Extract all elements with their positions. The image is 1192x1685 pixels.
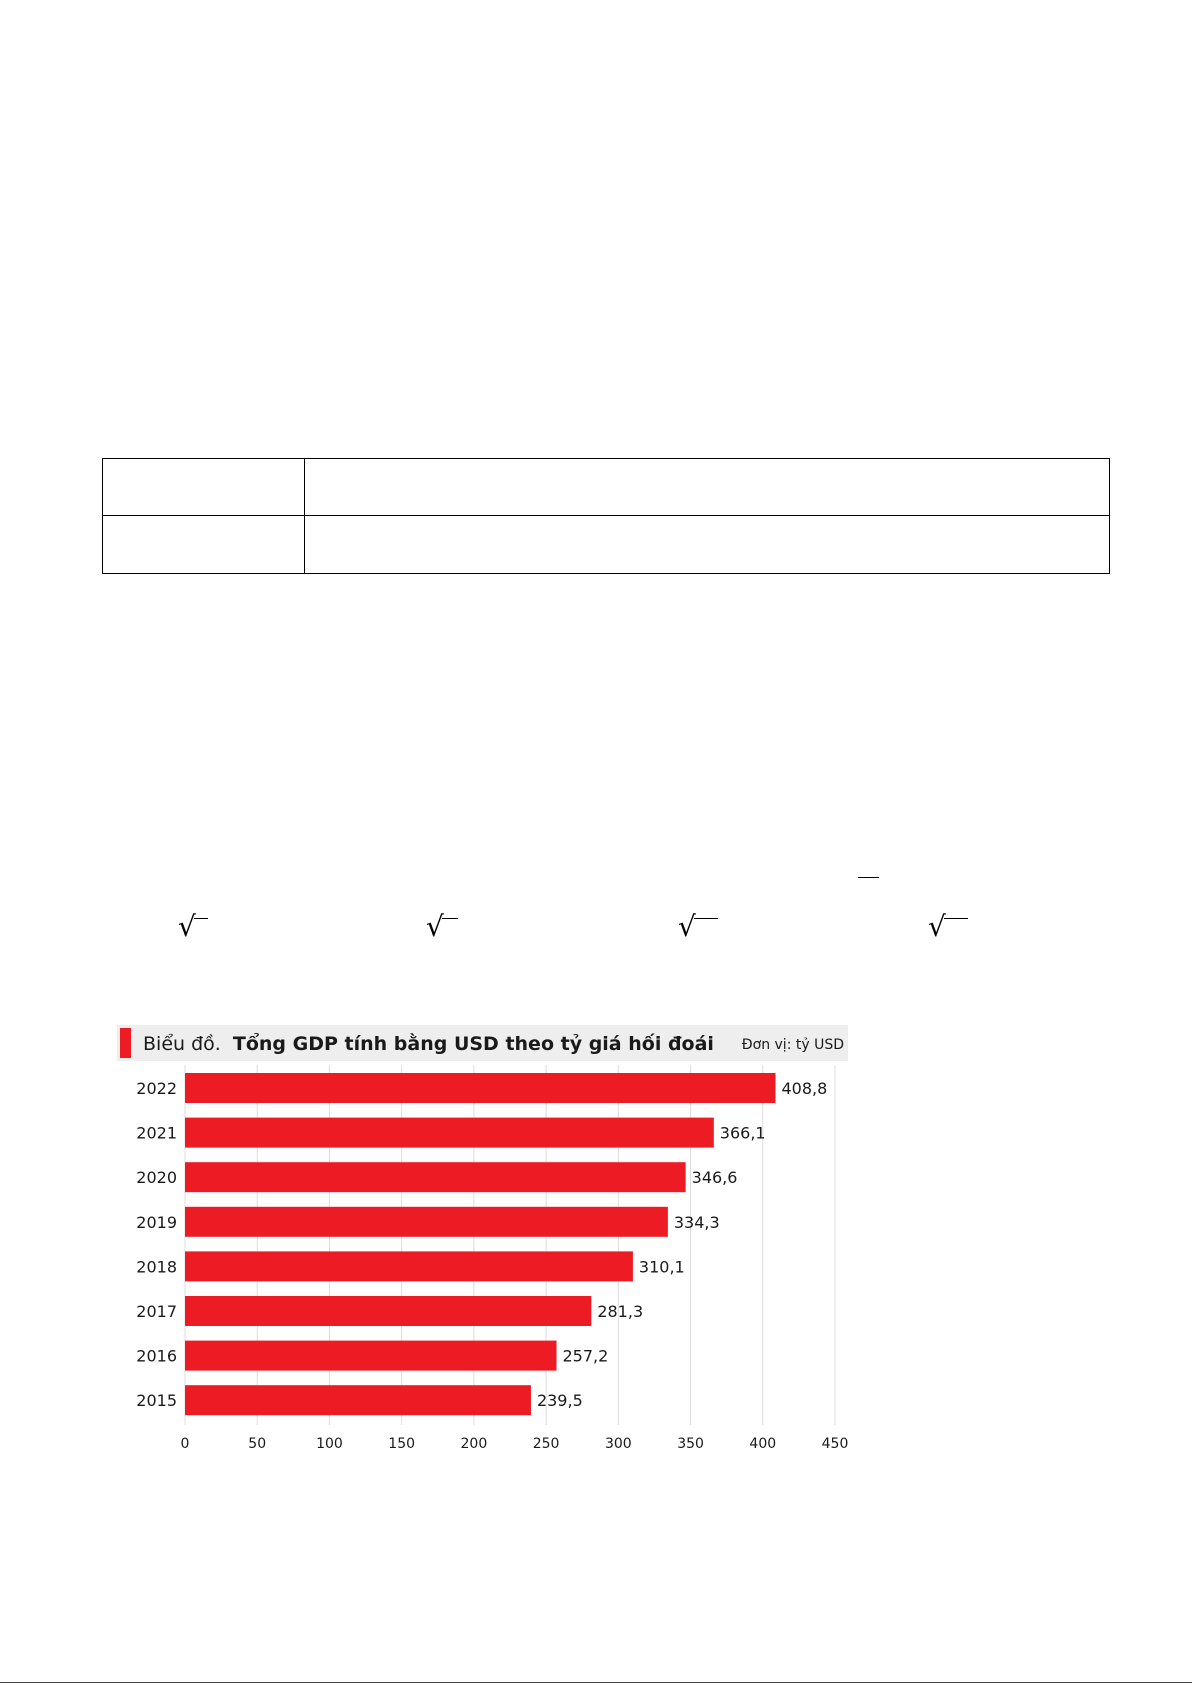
radical-vinculum: [944, 918, 968, 919]
gdp-bar-chart: [117, 1025, 852, 1457]
table-cell: [103, 516, 305, 574]
table-row: [103, 459, 1110, 516]
value-label: 346,6: [691, 1168, 738, 1188]
value-label: 334,3: [673, 1212, 720, 1232]
bar-2018: [185, 1251, 633, 1281]
chart-title-prefix: Biểu đồ.: [143, 1033, 221, 1055]
value-label: 257,2: [562, 1346, 609, 1366]
x-tick-label: 300: [604, 1436, 632, 1452]
category-label: 2019: [136, 1212, 177, 1232]
value-label: 310,1: [638, 1257, 685, 1277]
value-label: 281,3: [597, 1302, 644, 1321]
overline-mark: [858, 877, 879, 878]
radical-vinculum: [442, 918, 458, 919]
category-label: 2022: [136, 1079, 177, 1098]
bar-2015: [185, 1385, 531, 1415]
bars: [185, 1073, 775, 1415]
value-label: 408,8: [781, 1079, 828, 1098]
radical-glyph: √: [426, 910, 444, 943]
value-label: 239,5: [536, 1391, 583, 1411]
bar-2022: [185, 1073, 775, 1103]
square-root-sign: [678, 910, 720, 946]
chart-title-marker: [120, 1028, 131, 1058]
radical-vinculum: [194, 918, 208, 919]
x-tick-label: 200: [460, 1436, 488, 1452]
x-tick-label: 0: [180, 1436, 190, 1452]
chart-title-main: Tổng GDP tính bằng USD theo tỷ giá hối đoái: [232, 1033, 714, 1055]
x-tick-label: 350: [677, 1436, 704, 1452]
table-row: [103, 516, 1110, 574]
x-tick-label: 400: [749, 1436, 777, 1452]
category-label: 2016: [136, 1346, 177, 1366]
square-root-sign: [426, 910, 460, 946]
bar-2020: [185, 1162, 686, 1192]
info-table: [102, 458, 1110, 574]
radical-glyph: √: [678, 910, 696, 943]
x-tick-label: 100: [316, 1436, 343, 1452]
table-cell: [305, 516, 1110, 574]
page-bottom-rule: [0, 1682, 1192, 1683]
bar-2019: [185, 1207, 668, 1237]
category-label: 2020: [136, 1168, 177, 1188]
x-tick-label: 150: [388, 1436, 416, 1452]
value-label: 366,1: [719, 1123, 766, 1143]
category-label: 2015: [136, 1391, 177, 1411]
square-root-sign: [178, 910, 210, 946]
chart-unit-label: Đơn vị: tỷ USD: [741, 1037, 844, 1053]
category-label: 2018: [136, 1257, 177, 1277]
x-tick-label: 450: [821, 1436, 849, 1452]
x-tick-label: 250: [532, 1436, 560, 1452]
radical-glyph: √: [178, 910, 196, 943]
bar-2021: [185, 1118, 714, 1148]
x-tick-label: 50: [248, 1436, 267, 1452]
radical-glyph: √: [928, 910, 946, 943]
category-label: 2021: [136, 1123, 177, 1143]
bar-2016: [185, 1341, 557, 1371]
table-cell: [103, 459, 305, 516]
square-root-sign: [928, 910, 970, 946]
radical-vinculum: [694, 918, 718, 919]
table-cell: [305, 459, 1110, 516]
category-label: 2017: [136, 1302, 177, 1321]
bar-2017: [185, 1296, 591, 1326]
